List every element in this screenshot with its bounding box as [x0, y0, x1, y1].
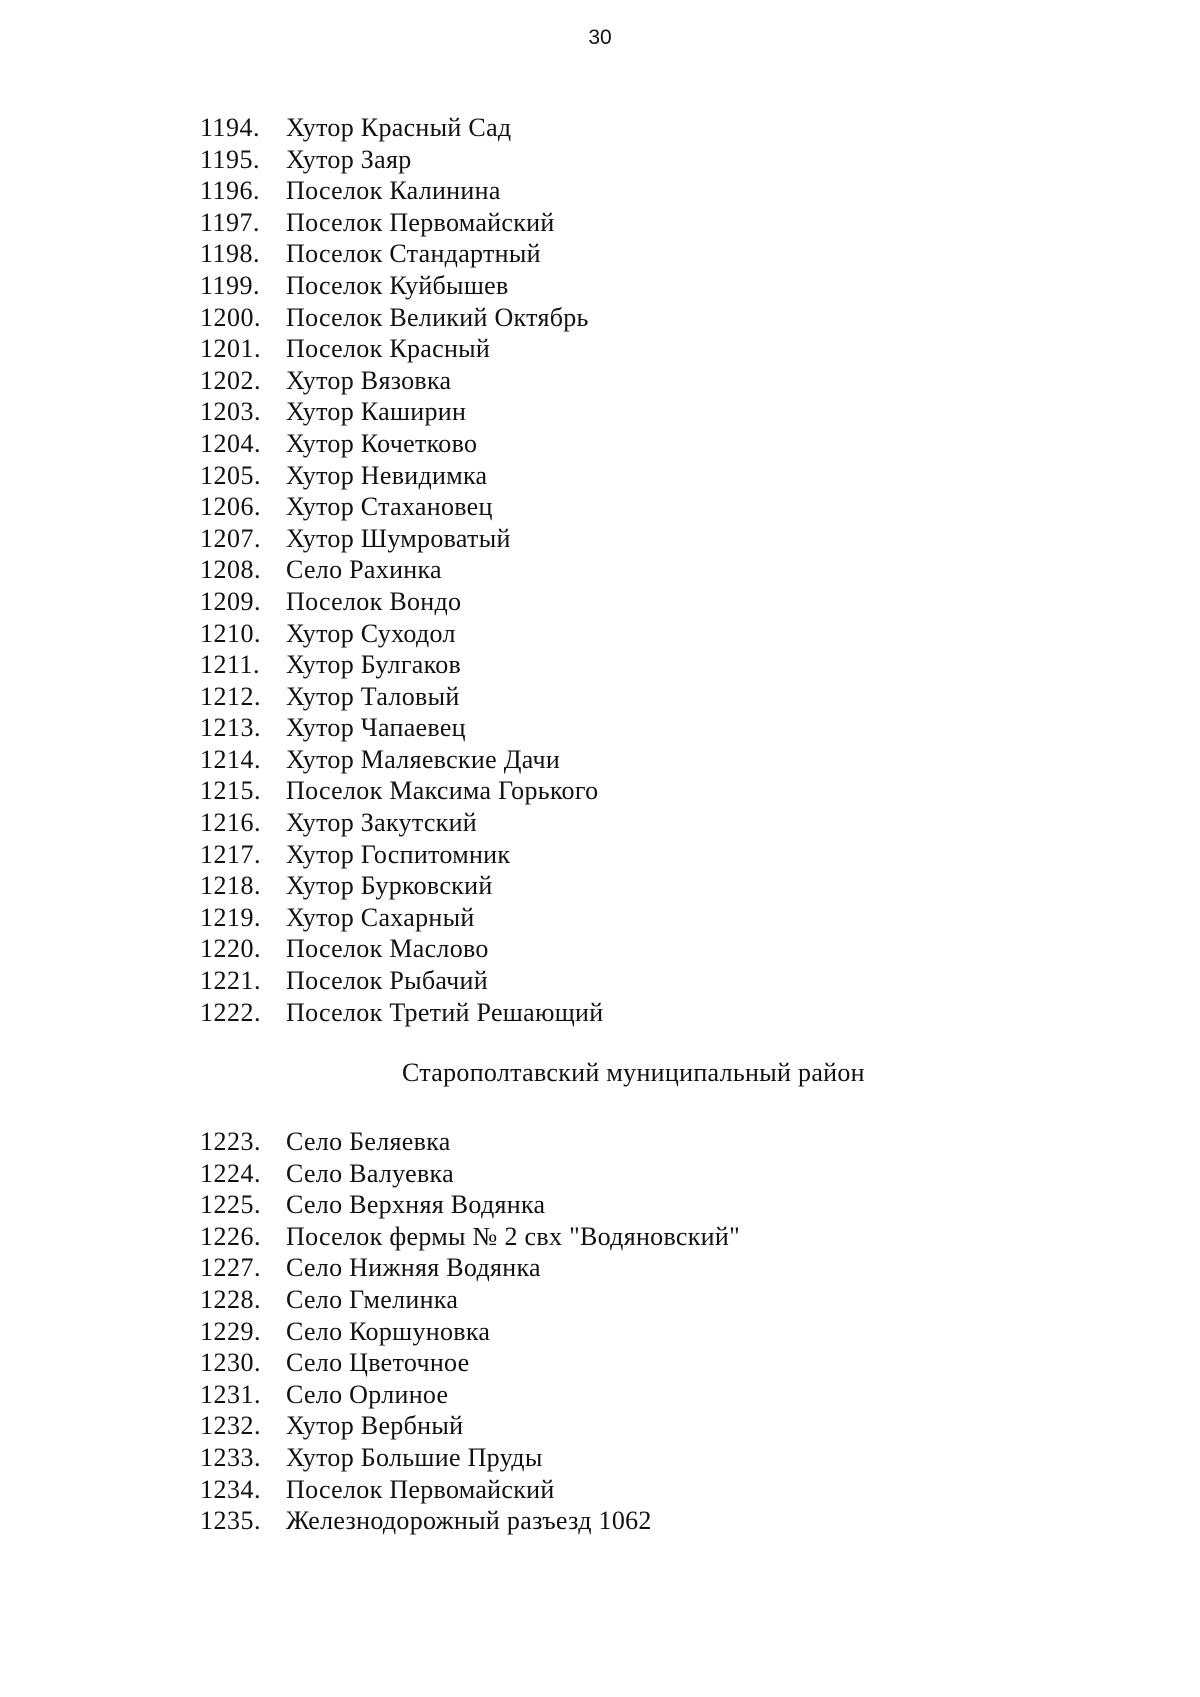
item-number: 1224. — [200, 1158, 261, 1188]
item-number: 1216. — [200, 808, 261, 838]
item-name: Хутор Чапаевец — [286, 713, 466, 743]
item-number: 1203. — [200, 397, 261, 427]
item-name: Село Коршуновка — [286, 1316, 491, 1346]
list-item — [200, 270, 603, 302]
list-item — [200, 807, 603, 839]
list-item — [200, 302, 603, 334]
item-number: 1219. — [200, 902, 261, 932]
item-number: 1235. — [200, 1506, 261, 1536]
item-name: Село Рахинка — [286, 555, 442, 585]
item-name: Поселок фермы № 2 свх "Водяновский" — [286, 1221, 741, 1251]
item-number: 1205. — [200, 460, 261, 490]
list-item — [200, 902, 603, 934]
item-number: 1231. — [200, 1379, 261, 1409]
item-name: Хутор Сахарный — [286, 902, 475, 932]
list-item — [200, 712, 603, 744]
list-item — [200, 775, 603, 807]
item-number: 1195. — [200, 144, 261, 174]
item-number: 1232. — [200, 1411, 261, 1441]
item-name: Поселок Вондо — [286, 586, 462, 616]
list-item — [200, 618, 603, 650]
item-number: 1207. — [200, 523, 261, 553]
list-item — [200, 523, 603, 555]
list-item — [200, 428, 603, 460]
list-item — [200, 460, 603, 492]
item-number: 1222. — [200, 997, 261, 1027]
list-item — [200, 586, 603, 618]
item-number: 1225. — [200, 1190, 261, 1220]
item-name: Поселок Маслово — [286, 934, 489, 964]
item-number: 1227. — [200, 1253, 261, 1283]
item-name: Село Нижняя Водянка — [286, 1253, 541, 1283]
item-number: 1208. — [200, 555, 261, 585]
item-number: 1228. — [200, 1284, 261, 1314]
list-item — [200, 396, 603, 428]
list-item — [200, 1126, 740, 1158]
item-number: 1210. — [200, 618, 261, 648]
item-name: Хутор Заяр — [286, 144, 412, 174]
list-item — [200, 744, 603, 776]
item-name: Хутор Каширин — [286, 397, 467, 427]
list-item — [200, 1158, 740, 1190]
item-name: Хутор Кочетково — [286, 428, 478, 458]
item-number: 1200. — [200, 302, 261, 332]
page-number: 30 — [588, 26, 612, 49]
item-number: 1204. — [200, 428, 261, 458]
list-item — [200, 144, 603, 176]
list-item — [200, 491, 603, 523]
list-item — [200, 1221, 740, 1253]
item-number: 1202. — [200, 365, 261, 395]
item-number: 1212. — [200, 681, 261, 711]
item-number: 1223. — [200, 1127, 261, 1156]
item-name: Хутор Маляевские Дачи — [286, 744, 561, 774]
item-number: 1206. — [200, 492, 261, 522]
item-name: Село Цветочное — [286, 1348, 470, 1378]
item-number: 1229. — [200, 1316, 261, 1346]
item-number: 1230. — [200, 1348, 261, 1378]
list-item — [200, 1252, 740, 1284]
list-item — [200, 1505, 740, 1537]
list-item — [200, 112, 603, 144]
item-number: 1215. — [200, 776, 261, 806]
list-item — [200, 333, 603, 365]
item-number: 1234. — [200, 1474, 261, 1504]
item-name: Село Валуевка — [286, 1158, 454, 1188]
item-name: Поселок Рыбачий — [286, 966, 488, 996]
list-item — [200, 681, 603, 713]
item-name: Поселок Красный — [286, 334, 491, 364]
item-number: 1214. — [200, 744, 261, 774]
item-number: 1198. — [200, 239, 261, 269]
item-name: Поселок Стандартный — [286, 239, 541, 269]
list-item — [200, 554, 603, 586]
item-name: Поселок Первомайский — [286, 1474, 555, 1504]
item-name: Поселок Первомайский — [286, 207, 555, 237]
item-number: 1201. — [200, 334, 261, 364]
list-item — [200, 1442, 740, 1474]
list-item — [200, 965, 603, 997]
list-item — [200, 649, 603, 681]
list-item — [200, 839, 603, 871]
item-number: 1196. — [200, 176, 261, 206]
item-name: Поселок Третий Решающий — [286, 997, 604, 1027]
list-item — [200, 1284, 740, 1316]
list-item — [200, 1379, 740, 1411]
item-name: Село Беляевка — [286, 1127, 451, 1156]
item-number: 1199. — [200, 270, 261, 300]
item-name: Хутор Стахановец — [286, 492, 493, 522]
item-number: 1226. — [200, 1221, 261, 1251]
item-name: Хутор Таловый — [286, 681, 460, 711]
item-name: Хутор Госпитомник — [286, 839, 511, 869]
item-name: Село Гмелинка — [286, 1284, 459, 1314]
item-name: Поселок Великий Октябрь — [286, 302, 589, 332]
list-item — [200, 870, 603, 902]
list-item — [200, 933, 603, 965]
item-name: Поселок Максима Горького — [286, 776, 599, 806]
item-number: 1194. — [200, 113, 261, 142]
list-item — [200, 175, 603, 207]
item-name: Железнодорожный разъезд 1062 — [286, 1506, 652, 1536]
item-name: Поселок Калинина — [286, 176, 501, 206]
item-number: 1233. — [200, 1442, 261, 1472]
item-name: Хутор Суходол — [286, 618, 456, 648]
item-number: 1213. — [200, 713, 261, 743]
item-name: Хутор Закутский — [286, 808, 478, 838]
list-item — [200, 1474, 740, 1506]
list-item — [200, 365, 603, 397]
item-name: Поселок Куйбышев — [286, 270, 509, 300]
settlement-list-b — [200, 1126, 740, 1537]
item-number: 1218. — [200, 871, 261, 901]
item-number: 1197. — [200, 207, 261, 237]
list-item — [200, 1189, 740, 1221]
item-name: Село Орлиное — [286, 1379, 449, 1409]
item-number: 1209. — [200, 586, 261, 616]
item-number: 1217. — [200, 839, 261, 869]
item-name: Хутор Булгаков — [286, 650, 462, 680]
section-heading: Старополтавский муниципальный район — [402, 1058, 865, 1087]
item-number: 1211. — [200, 650, 261, 680]
list-item — [200, 207, 603, 239]
settlement-list-a — [200, 112, 603, 1028]
list-item — [200, 997, 603, 1029]
list-item — [200, 1410, 740, 1442]
item-name: Хутор Большие Пруды — [286, 1442, 543, 1472]
item-name: Хутор Бурковский — [286, 871, 493, 901]
item-number: 1221. — [200, 966, 261, 996]
item-name: Хутор Вязовка — [286, 365, 452, 395]
item-number: 1220. — [200, 934, 261, 964]
item-name: Хутор Красный Сад — [286, 113, 512, 142]
item-name: Хутор Вербный — [286, 1411, 464, 1441]
item-name: Хутор Шумроватый — [286, 523, 511, 553]
item-name: Хутор Невидимка — [286, 460, 488, 490]
list-item — [200, 238, 603, 270]
list-item — [200, 1347, 740, 1379]
list-item — [200, 1316, 740, 1348]
item-name: Село Верхняя Водянка — [286, 1190, 546, 1220]
